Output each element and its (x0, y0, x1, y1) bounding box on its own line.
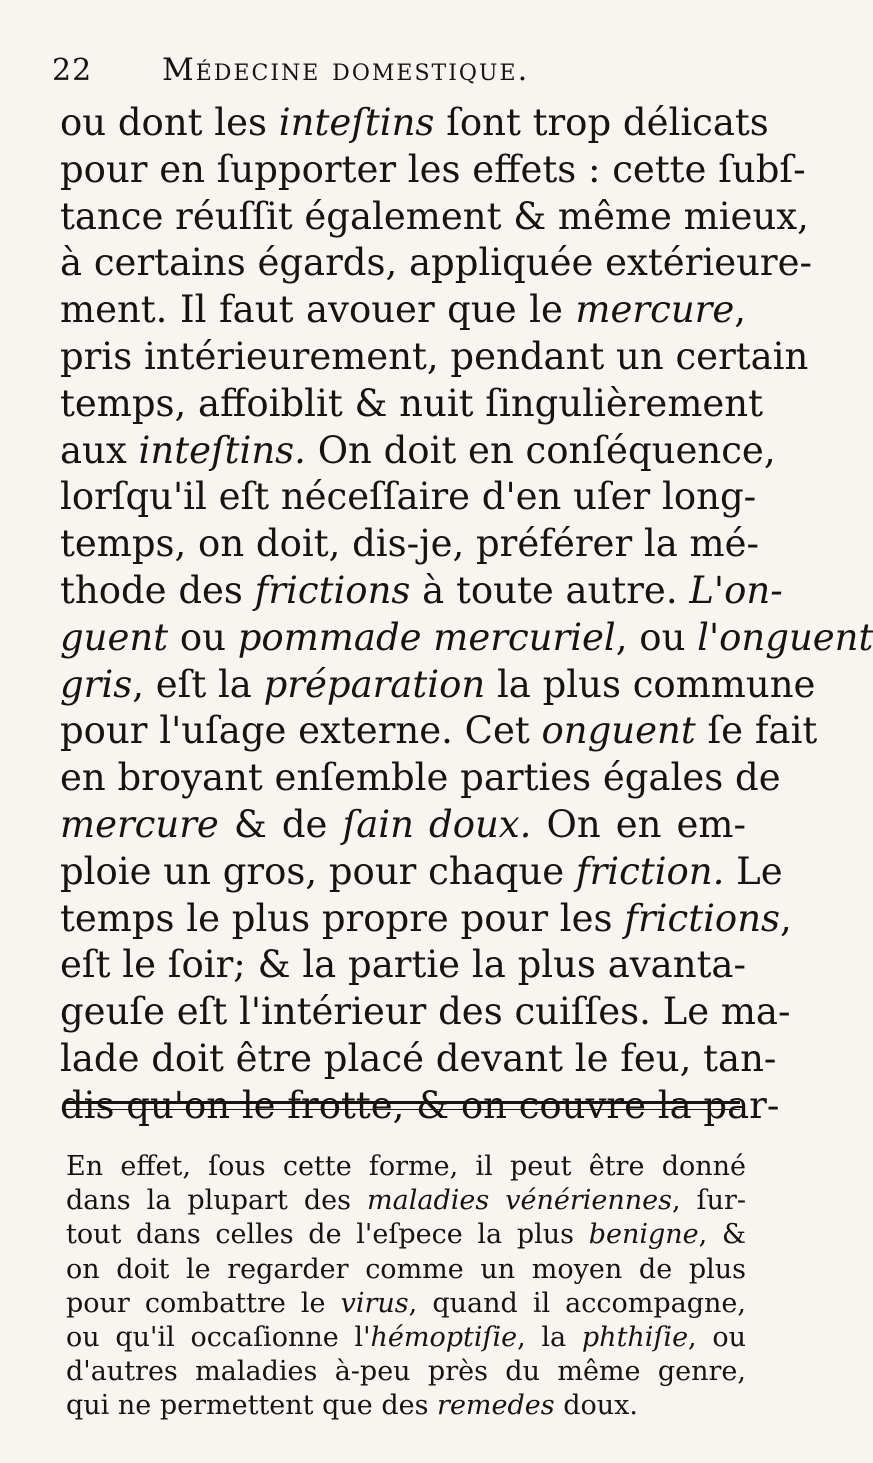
text-run: pour l'uſage externe. Cet (60, 709, 542, 753)
text-run: , & (698, 1219, 746, 1251)
footnote-line (66, 1150, 746, 1184)
text-line (60, 662, 816, 709)
text-run: temps le plus propre pour les (60, 896, 625, 940)
text-run: on doit le regarder comme un moyen de plus (66, 1253, 746, 1285)
text-run: , (734, 288, 746, 332)
text-run: ou (168, 615, 238, 659)
text-run: , ſur- (671, 1185, 746, 1217)
footnote-line (66, 1355, 746, 1389)
text-line (60, 147, 806, 194)
text-line (60, 428, 776, 475)
text-run: On en em- (531, 802, 746, 846)
text-run: la plus commune (485, 662, 816, 706)
footnote-line (66, 1389, 746, 1423)
footnote-line (66, 1287, 746, 1321)
running-head (52, 52, 752, 102)
text-run: , eſt la (132, 662, 264, 706)
italic-text: gris (60, 662, 133, 706)
footnote-line (66, 1253, 746, 1287)
footnote-line (66, 1321, 746, 1355)
text-run: ſont trop délicats (434, 101, 769, 144)
text-run: ploie un gros, pour chaque (60, 849, 576, 893)
footnote-separator-rule (64, 1101, 740, 1110)
text-run: pris intérieurement, pendant un certain (60, 334, 809, 378)
page-number: 22 (52, 53, 93, 88)
text-run: aux (60, 428, 139, 472)
footnote-line (66, 1218, 746, 1252)
text-run: dis qu'on le frotte, & on couvre la par- (60, 1083, 780, 1127)
italic-text: frictions (624, 896, 781, 940)
text-line (60, 100, 769, 147)
italic-text: L'on- (689, 568, 783, 612)
text-run: doux. (554, 1390, 638, 1422)
text-line (60, 896, 792, 943)
main-text-block (60, 100, 873, 1130)
text-run: pour en ſupporter les effets : cette ſubſ- (60, 147, 806, 191)
italic-text: hémoptiſie (370, 1321, 518, 1353)
text-line (60, 240, 813, 287)
text-run: lorſqu'il eſt néceſſaire d'en uſer long- (60, 475, 757, 519)
text-line (60, 521, 760, 568)
italic-text: friction. (575, 849, 725, 893)
text-run: , quand il accompagne, (408, 1287, 746, 1319)
footnote-line (66, 1184, 746, 1218)
italic-text: préparation (263, 662, 486, 706)
text-line (60, 755, 781, 802)
text-run: dans la plupart des (66, 1185, 368, 1217)
text-run: en broyant enſemble parties égales de (60, 756, 781, 800)
text-run: à certains égards, appliquée extérieure- (60, 241, 813, 285)
text-run: ment. Il faut avouer que le (60, 288, 576, 332)
text-run: eſt le ſoir; & la partie la plus avanta- (60, 943, 746, 987)
text-run: , ou (615, 615, 698, 659)
text-run: d'autres maladies à-peu près du même genre, (66, 1356, 746, 1388)
text-line (60, 849, 783, 896)
italic-text: remedes (437, 1390, 555, 1422)
text-run: pour combattre le (66, 1287, 341, 1319)
italic-text: benigne (588, 1219, 699, 1251)
italic-text: guent (60, 615, 169, 659)
footnote-block (66, 1150, 746, 1424)
text-line (60, 287, 746, 334)
italic-text: inteſtins (278, 101, 435, 144)
text-run: thode des (60, 568, 255, 612)
italic-text: ſain doux. (342, 802, 532, 846)
text-run: tout dans celles de l'eſpece la plus (66, 1219, 589, 1251)
text-line (60, 568, 783, 615)
italic-text: l'onguent (697, 615, 873, 659)
running-title: Médecine domestique. (162, 52, 530, 88)
text-run: ou qu'il occaſionne l' (66, 1321, 371, 1353)
text-run: , la (517, 1321, 582, 1353)
text-run: tance réuſſit également & même mieux, (60, 194, 809, 238)
text-run: temps, affoiblit & nuit ſingulièrement (60, 381, 763, 425)
text-run: lade doit être placé devant le feu, tan- (60, 1036, 777, 1080)
text-run: En effet, ſous cette forme, il peut être donné (66, 1151, 746, 1182)
text-line (60, 615, 873, 662)
text-run: temps, on doit, dis-je, préférer la mé- (60, 522, 760, 566)
italic-text: virus (340, 1287, 409, 1319)
italic-text: maladies vénériennes (367, 1185, 672, 1217)
text-run: à toute autre. (410, 568, 690, 612)
text-line (60, 474, 757, 521)
text-run: , ou (688, 1321, 747, 1353)
text-run: ſe fait (695, 709, 818, 753)
text-line (60, 381, 763, 428)
text-line (60, 989, 791, 1036)
text-line (60, 194, 809, 241)
italic-text: frictions (254, 568, 411, 612)
italic-text: pommade mercuriel (237, 615, 616, 659)
text-run: qui ne permettent que des (66, 1390, 438, 1422)
text-run: ou dont les (60, 101, 279, 144)
italic-text: phthiſie (581, 1321, 689, 1353)
italic-text: mercure (60, 802, 219, 846)
text-run: , (780, 896, 792, 940)
italic-text: onguent (541, 709, 696, 753)
text-line (60, 708, 818, 755)
text-run: Le (724, 849, 783, 893)
text-run: & de (218, 802, 343, 846)
text-line (60, 334, 809, 381)
text-run: geuſe eſt l'intérieur des cuiſſes. Le ma- (60, 990, 791, 1034)
text-line (60, 1036, 777, 1083)
text-line (60, 802, 746, 849)
text-run: On doit en conſéquence, (305, 428, 776, 472)
italic-text: mercure (575, 288, 735, 332)
italic-text: inteſtins. (138, 428, 306, 472)
text-line (60, 942, 746, 989)
